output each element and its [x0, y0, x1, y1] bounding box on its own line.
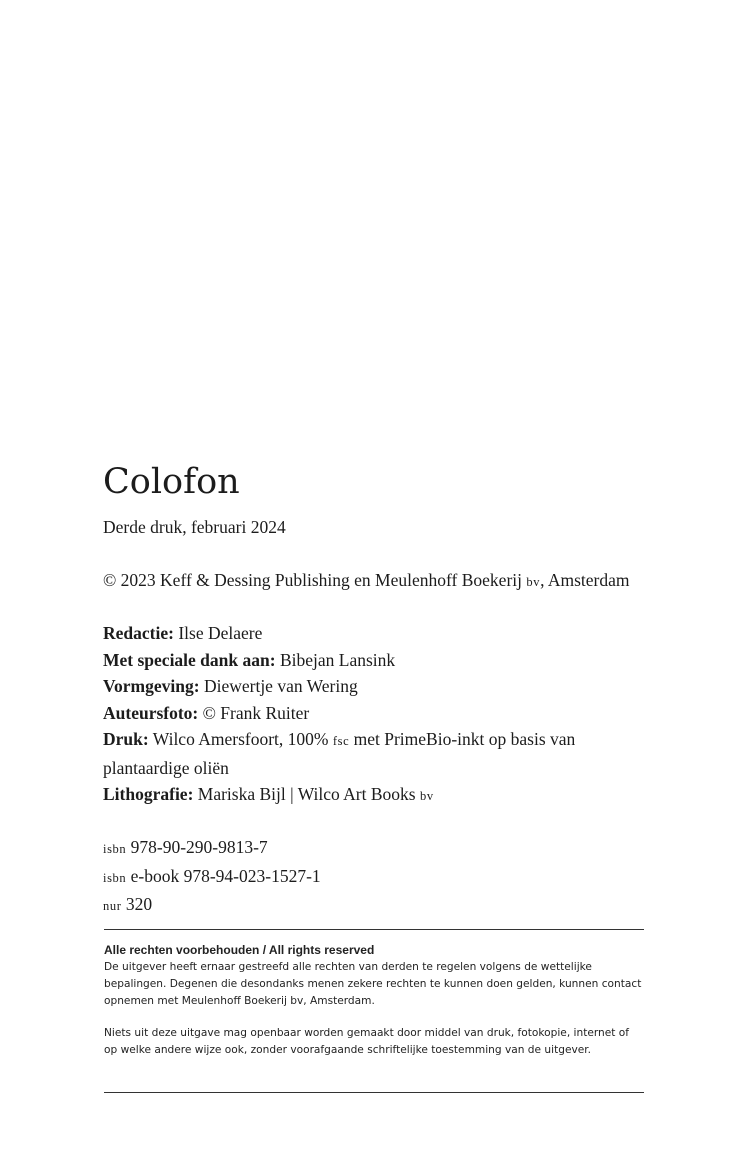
id-prefix: nur [103, 899, 122, 913]
nur-line [103, 891, 321, 920]
id-value: 978-90-290-9813-7 [126, 837, 268, 857]
credit-value: Bibejan Lansink [275, 649, 396, 670]
credit-value: Diewertje van Wering [199, 676, 358, 696]
copyright-bv: bv [526, 575, 541, 589]
rights-heading: Alle rechten voorbehouden / All rights reserved [104, 943, 375, 957]
copyright-text: © 2023 Keff & Dessing Publishing en Meulenhoff Boekerij [103, 570, 527, 590]
credit-label: Met speciale dank aan: [103, 649, 276, 670]
credit-value: © Frank Ruiter [198, 702, 310, 723]
isbn-ebook-line [103, 863, 321, 892]
credit-label: Redactie: [103, 623, 174, 643]
credit-bv: bv [419, 789, 434, 803]
divider-top [104, 929, 644, 930]
divider-bottom [104, 1092, 644, 1093]
id-prefix: isbn [103, 842, 127, 856]
credit-value-rest: met PrimeBio-inkt op basis van plantaardige oliën [103, 729, 576, 778]
credit-label: Vormgeving: [103, 676, 200, 696]
edition-line: Derde druk, februari 2024 [103, 517, 286, 537]
identifiers-list [103, 834, 321, 920]
id-value: 320 [121, 894, 153, 914]
credit-value: Wilco Amersfoort, 100% [148, 729, 333, 749]
credit-value: Mariska Bijl | Wilco Art Books [193, 784, 420, 804]
rights-paragraph: De uitgever heeft ernaar gestreefd alle rechten van derden te regelen volgens de wettelijke bepalingen. Degenen die desondanks menen zekere rechten te kunnen doen gelden, kunnen contact opnemen met Meulenhoff Boekerij bv, Amsterdam. [104, 961, 642, 1007]
credit-lithography [103, 781, 623, 810]
credit-value: Ilse Delaere [173, 623, 263, 643]
credits-list [103, 620, 623, 810]
credit-label: Druk: [103, 729, 149, 749]
credit-fsc: fsc [332, 734, 350, 748]
page-title: Colofon [103, 462, 240, 502]
id-value: e-book 978-94-023-1527-1 [126, 865, 321, 886]
credit-editor [103, 620, 623, 647]
rights-paragraph: Niets uit deze uitgave mag openbaar worden gemaakt door middel van druk, fotokopie, internet of op welke andere wijze ook, zonder voorafgaande schriftelijke toestemming van de uitgever. [104, 1027, 630, 1057]
credit-label: Lithografie: [103, 784, 194, 804]
copyright-line [103, 567, 630, 596]
credit-design [103, 673, 623, 700]
credit-thanks [103, 647, 623, 674]
copyright-city: , Amsterdam [540, 570, 630, 590]
credit-author-photo [103, 700, 623, 727]
id-prefix: isbn [103, 870, 127, 885]
credit-print [103, 726, 623, 781]
credit-label: Auteursfoto: [103, 702, 199, 723]
rights-notice [104, 942, 644, 1059]
isbn-line [103, 834, 321, 863]
